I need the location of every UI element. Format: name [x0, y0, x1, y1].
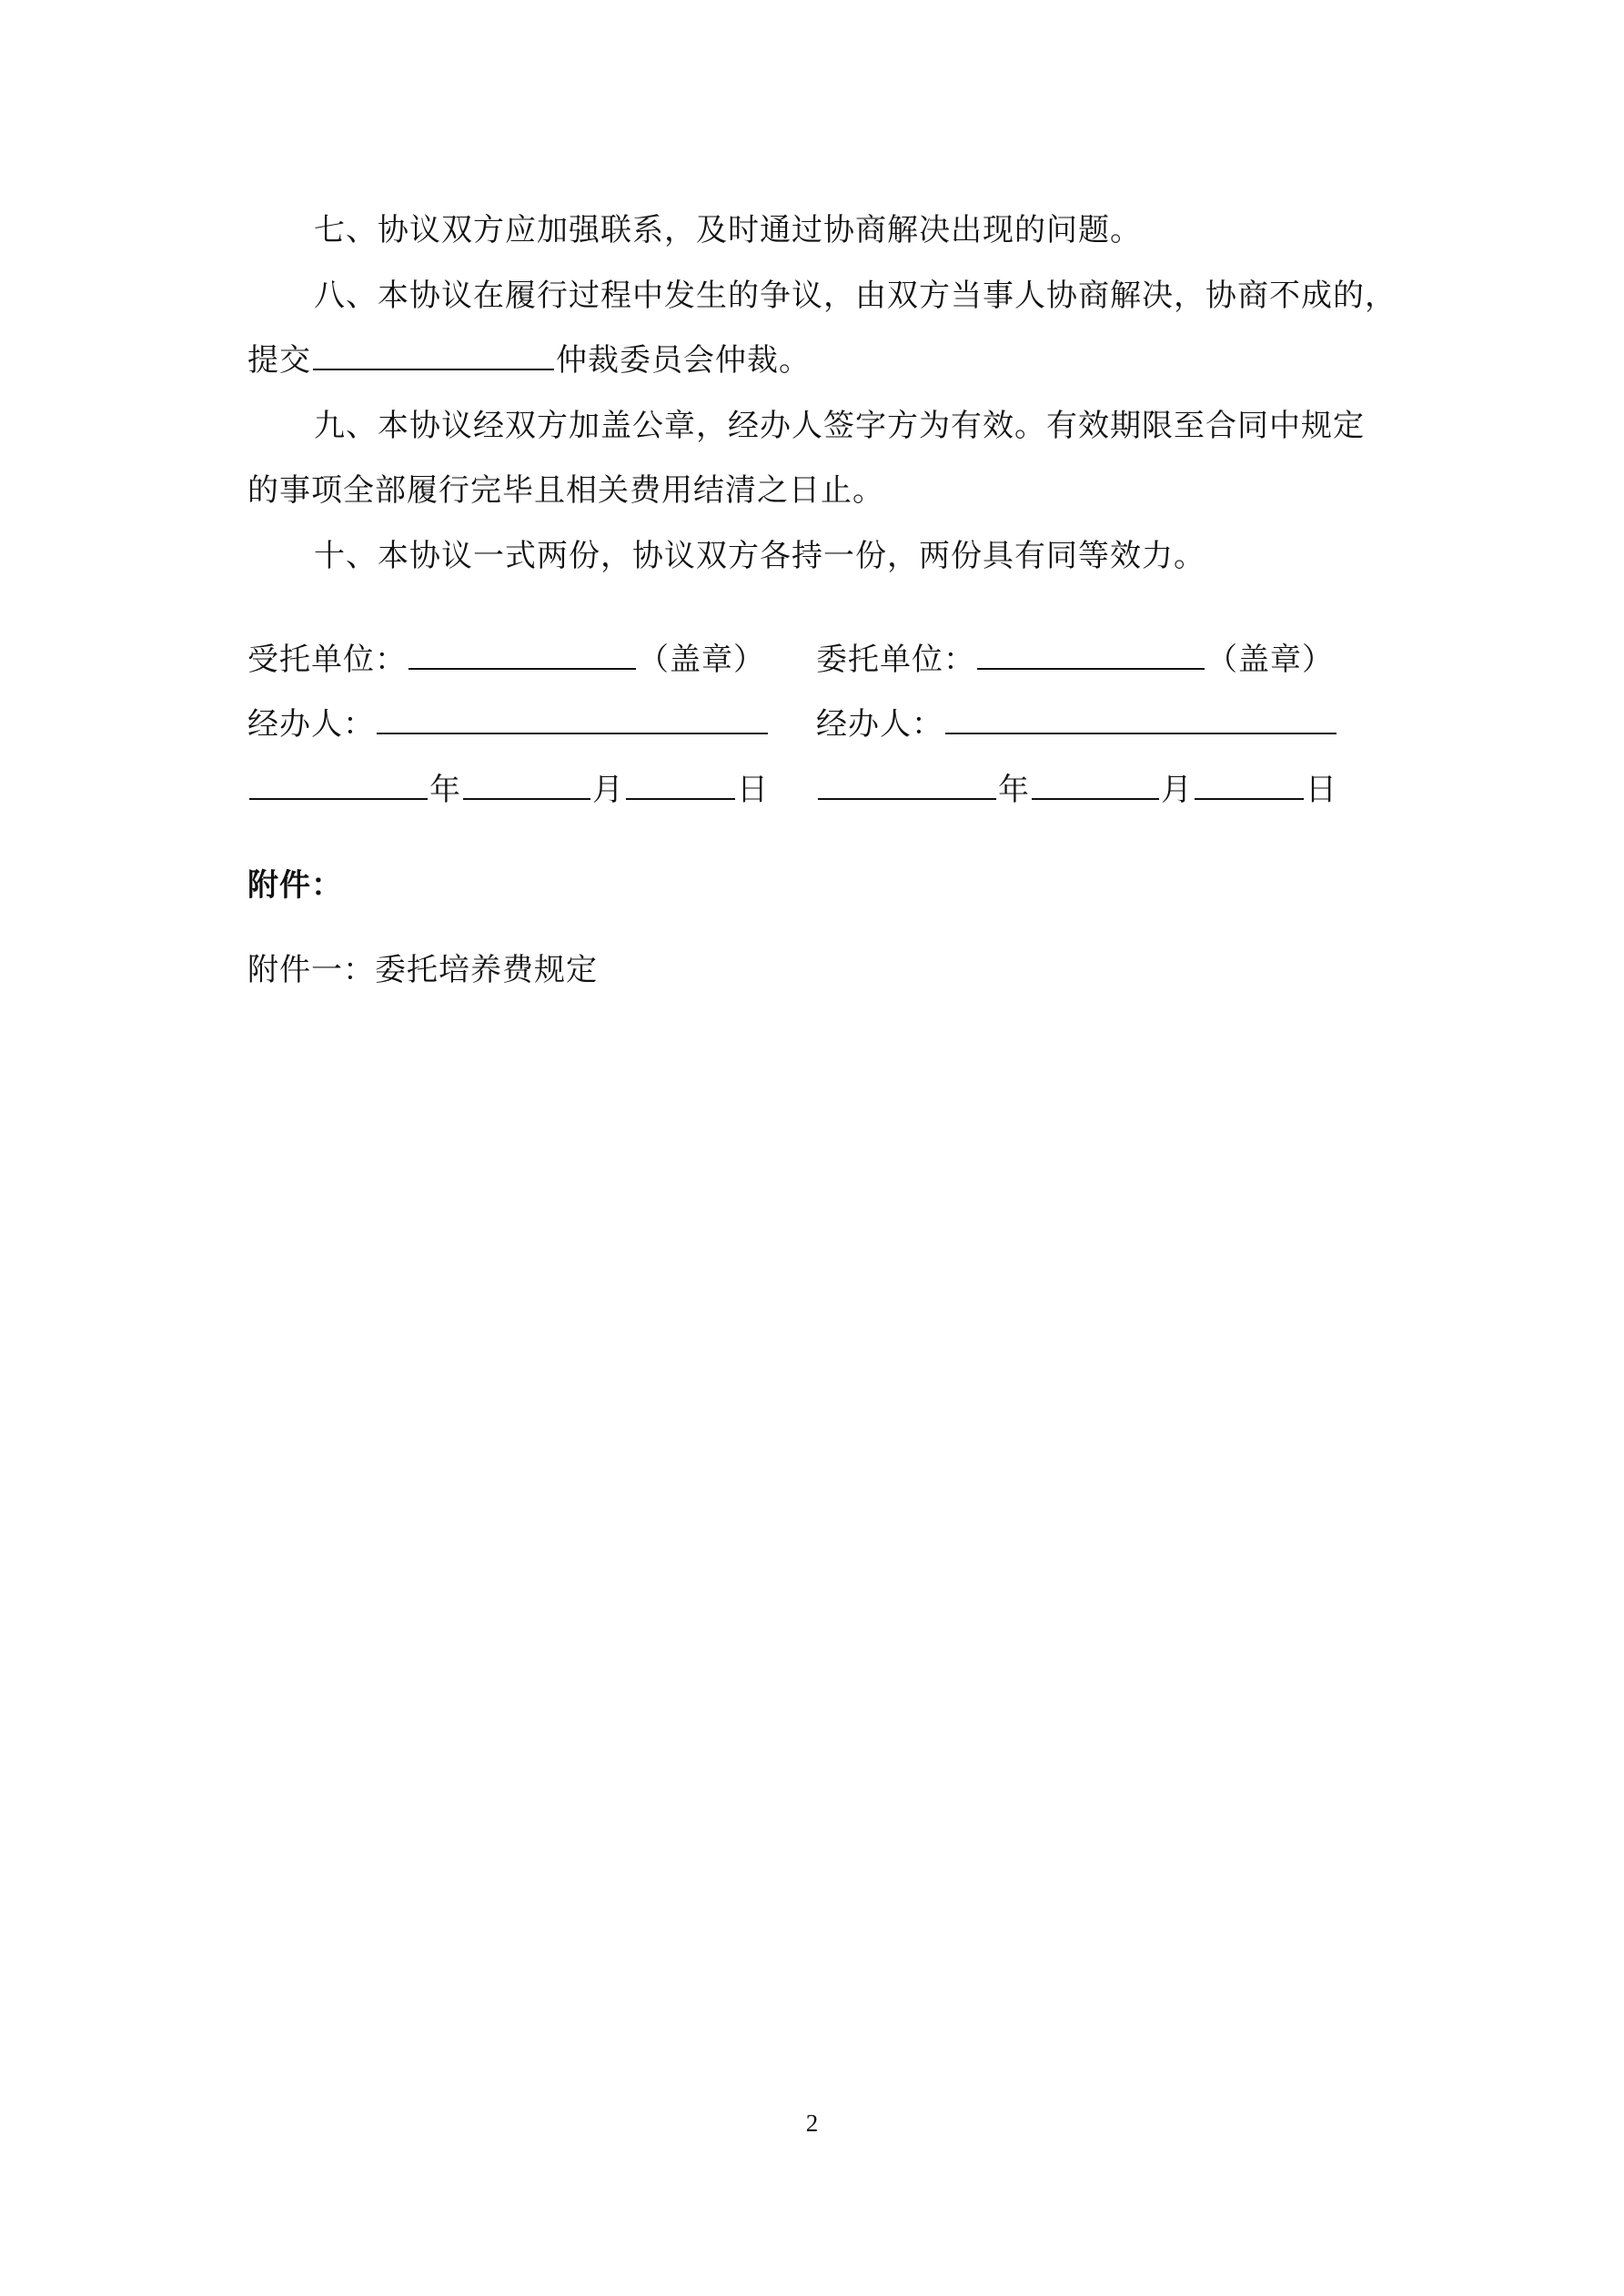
entrusting-day-blank[interactable] [1195, 769, 1304, 800]
clause-9-line-1: 九、本协议经双方加盖公章，经办人签字方为有效。有效期限至合同中规定 [314, 408, 1365, 444]
page-number: 2 [805, 2109, 819, 2137]
entrusting-month-label: 月 [1161, 772, 1193, 808]
entrusting-unit-seal: （盖章） [1206, 642, 1334, 678]
entrusting-year-blank[interactable] [818, 769, 996, 800]
clause-8-suffix: 仲裁委员会仲裁。 [556, 342, 811, 379]
entrusting-unit-row [816, 639, 1334, 681]
entrusting-agent-label: 经办人： [816, 706, 943, 743]
clause-8-line-2 [247, 339, 811, 381]
entrusting-agent-blank[interactable] [945, 703, 1337, 734]
clause-10: 十、本协议一式两份，协议双方各持一份，两份具有同等效力。 [314, 538, 1205, 574]
entrusting-date-row [816, 769, 1337, 811]
entrusted-unit-seal: （盖章） [638, 642, 765, 678]
entrusted-month-label: 月 [592, 772, 624, 808]
clause-7: 七、协议双方应加强联系，及时通过协商解决出现的问题。 [314, 212, 1142, 248]
entrusting-year-label: 年 [998, 772, 1030, 808]
entrusted-unit-row [247, 639, 765, 681]
entrusted-year-blank[interactable] [249, 769, 428, 800]
entrusted-date-row [247, 769, 769, 811]
clause-9-line-2: 的事项全部履行完毕且相关费用结清之日止。 [247, 472, 884, 509]
clause-8-prefix: 提交 [247, 342, 311, 379]
entrusted-day-blank[interactable] [626, 769, 735, 800]
entrusted-unit-blank[interactable] [409, 639, 636, 670]
entrusted-unit-label: 受托单位： [247, 642, 407, 678]
entrusted-year-label: 年 [429, 772, 461, 808]
attachments-heading: 附件： [247, 867, 343, 904]
entrusting-unit-label: 委托单位： [816, 642, 975, 678]
entrusted-agent-blank[interactable] [377, 703, 768, 734]
entrusted-agent-label: 经办人： [247, 706, 375, 743]
entrusting-month-blank[interactable] [1032, 769, 1159, 800]
entrusting-agent-row [816, 703, 1338, 745]
clause-8-line-1: 八、本协议在履行过程中发生的争议，由双方当事人协商解决，协商不成的， [314, 278, 1397, 314]
entrusting-day-label: 日 [1306, 772, 1337, 808]
entrusting-unit-blank[interactable] [977, 639, 1205, 670]
arbitration-commission-blank[interactable] [313, 339, 554, 370]
entrusted-month-blank[interactable] [463, 769, 590, 800]
entrusted-day-label: 日 [737, 772, 769, 808]
entrusted-agent-row [247, 703, 770, 745]
attachment-item-1: 附件一：委托培养费规定 [247, 952, 598, 988]
